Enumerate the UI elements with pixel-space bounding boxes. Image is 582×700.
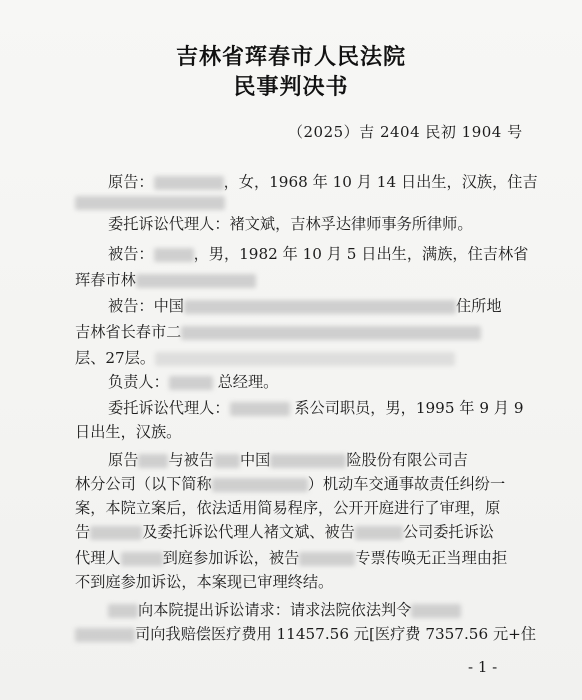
- redaction-blur: [212, 478, 308, 492]
- redaction-blur: [299, 552, 355, 566]
- text-segment: 告: [75, 523, 91, 541]
- text-segment: 层、27层。: [75, 349, 156, 367]
- text-segment: 代理人: [75, 549, 121, 567]
- text-segment: 委托诉讼代理人：: [108, 399, 230, 417]
- defendant-1-address-line: [75, 270, 256, 290]
- text-segment: ）机动车交通事故责任纠纷一: [307, 475, 506, 493]
- redaction-blur: [75, 196, 225, 210]
- text-segment: 险股份有限公司吉: [346, 451, 468, 469]
- text-segment: 司向我赔偿医疗费用 11457.56 元[医疗费 7357.56 元+住: [135, 625, 537, 643]
- text-segment: 向本院提出诉讼请求：请求法院依法判令: [138, 601, 412, 619]
- text-segment: 被告：中国: [108, 297, 184, 315]
- text-segment: ，男，1982 年 10 月 5 日出生，满族，住吉林省: [193, 245, 529, 263]
- defendant-2-address-line: [75, 322, 481, 342]
- text-segment: 不到庭参加诉讼，本案现已审理终结。: [75, 573, 334, 591]
- text-segment: 住所地: [455, 297, 502, 315]
- plaintiff-agent-line: [108, 214, 473, 234]
- text-segment: 负责人：: [108, 373, 169, 391]
- case-paragraph-line-2: [75, 474, 505, 494]
- text-segment: 吉林省长春市二: [75, 323, 182, 341]
- page-number: - 1 -: [468, 658, 498, 676]
- text-segment: ，女，1968 年 10 月 14 日出生，汉族，住吉: [223, 173, 538, 191]
- text-segment: 委托诉讼代理人：褚文斌，吉林孚达律师事务所律师。: [108, 215, 473, 233]
- text-segment: 案，本院立案后，依法适用简易程序，公开开庭进行了审理，原: [75, 499, 501, 517]
- text-segment: 被告：: [108, 245, 154, 263]
- redaction-blur: [355, 526, 403, 540]
- redaction-blur: [90, 526, 142, 540]
- redaction-blur: [181, 326, 481, 340]
- text-segment: 林分公司（以下简称: [75, 475, 212, 493]
- plaintiff-address-line: [75, 192, 225, 212]
- defendant-1-line: [108, 244, 528, 264]
- case-paragraph-line-1: [108, 450, 468, 470]
- defendant-agent-line: [108, 398, 524, 418]
- redaction-blur: [108, 604, 138, 618]
- case-paragraph-line-3: [75, 498, 500, 518]
- case-paragraph-line-6: [75, 572, 333, 592]
- text-segment: 珲春市林: [75, 271, 136, 289]
- document-type-title: 民事判决书: [233, 74, 349, 100]
- case-paragraph-line-5: [75, 548, 507, 568]
- text-segment: 总经理。: [217, 373, 279, 391]
- redaction-blur: [154, 176, 224, 190]
- court-title: 吉林省珲春市人民法院: [175, 44, 406, 70]
- text-segment: 原告：: [108, 173, 154, 191]
- redaction-blur: [121, 552, 163, 566]
- text-segment: 专票传唤无正当理由拒: [355, 549, 508, 567]
- defendant-2-floor-line: [75, 348, 455, 368]
- text-segment: 中国: [239, 451, 271, 469]
- text-segment: 原告: [108, 451, 139, 469]
- redaction-blur: [184, 300, 456, 314]
- responsible-person-line: [108, 372, 278, 392]
- redaction-blur: [214, 454, 240, 468]
- text-segment: 到庭参加诉讼，被告: [162, 549, 300, 567]
- agent-birth-line: [75, 422, 181, 442]
- redaction-blur: [138, 454, 168, 468]
- text-segment: 日出生，汉族。: [75, 423, 182, 441]
- claims-line-2: [75, 624, 536, 644]
- redaction-blur: [75, 628, 135, 642]
- redaction-blur: [270, 454, 346, 468]
- text-segment: 公司委托诉讼: [402, 523, 494, 541]
- defendant-2-line: [108, 296, 502, 316]
- text-segment: 及委托诉讼代理人褚文斌、被告: [142, 523, 355, 541]
- redaction-blur: [230, 402, 290, 416]
- redaction-blur: [136, 274, 256, 288]
- redaction-blur: [411, 604, 461, 618]
- claims-line-1: [108, 600, 461, 620]
- text-segment: 与被告: [168, 451, 214, 469]
- redaction-blur: [169, 376, 213, 390]
- redaction-blur: [154, 248, 194, 262]
- plaintiff-line: [108, 172, 538, 192]
- case-paragraph-line-4: [75, 522, 494, 542]
- text-segment: 系公司职员，男，1995 年 9 月 9: [294, 399, 524, 417]
- case-number: （2025）吉 2404 民初 1904 号: [288, 123, 523, 141]
- redaction-blur: [155, 352, 455, 366]
